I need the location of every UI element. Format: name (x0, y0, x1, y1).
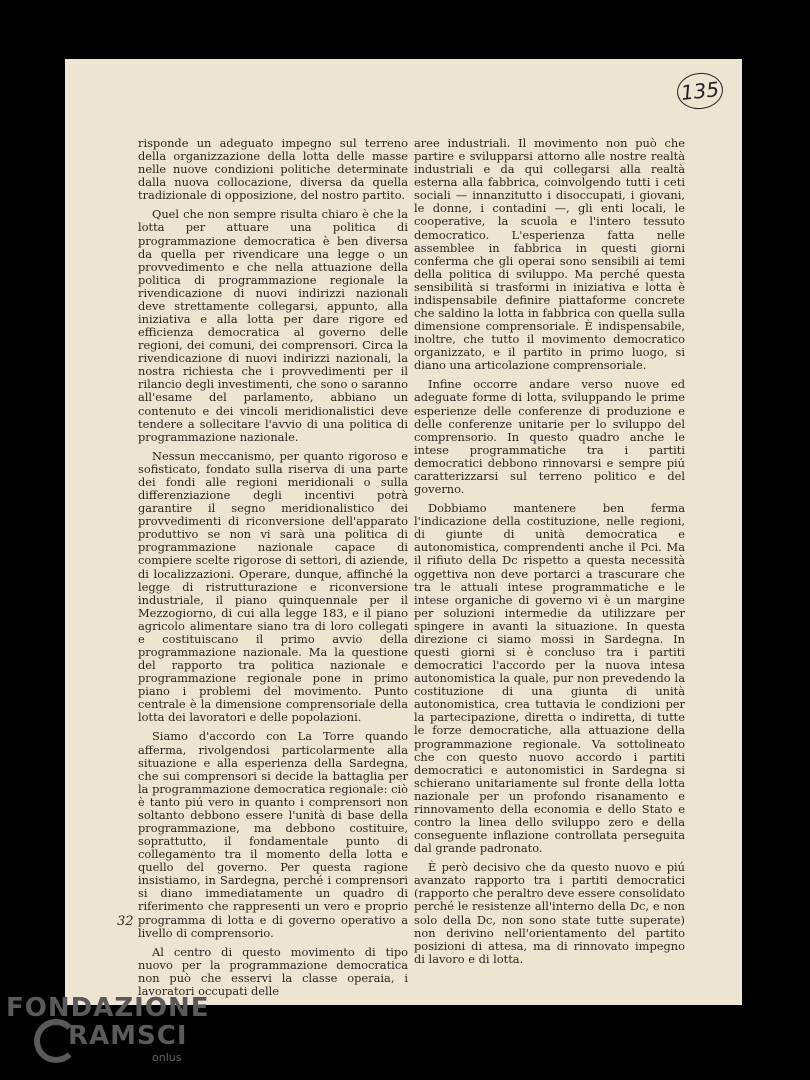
paragraph: Quel che non sempre risulta chiaro è che la lotta per attuare una politica di programmazione democratica è ben diversa da quella per rivendicare una legge o un provvedimento e che nella attuazione della politica di programmazione regionale la rivendicazione di nuovi indirizzi nazionali deve strettamente collegarsi, appunto, alla iniziativa e alla lotta per dare rigore ed efficienza democratica al governo delle regioni, dei comuni, dei comprensori. Circa la rivendicazione di nuovi indirizzi nazionali, la nostra richiesta che i provvedimenti per il rilancio degli investimenti, che sono o saranno all'esame del parlamento, abbiano un contenuto e dei vincoli meridionalistici deve tendere a sollecitare l'avvio di una politica di programmazione nazionale. (138, 207, 408, 444)
paragraph: Siamo d'accordo con La Torre quando afferma, rivolgendosi particolarmente alla situazione e alla esperienza della Sardegna, che sui comprensori si decide la battaglia per la programmazione democratica regionale: ciò è tanto piú vero in quanto i comprensori non soltanto debbono essere l'unità di base della programmazione, ma debbono costituire, soprattutto, il fondamentale punto di collegamento tra il momento della lotta e quello del governo. Per questa ragione insistiamo, in Sardegna, perché i comprensori si diano immediatamente un quadro di riferimento che rappresenti un vero e proprio programma di lotta e di governo operativo a livello di comprensorio. (138, 729, 408, 940)
logo-line-1: FONDAZIONE (6, 993, 210, 1023)
paragraph: È però decisivo che da questo nuovo e piú avanzato rapporto tra i partiti democratici (rapporto che peraltro deve essere consolidato perché le resistenze all'interno della Dc, e non solo della Dc, non sono state tutte superate) non derivino nell'orientamento del partito posizioni di attesa, ma di rinnovato impegno di lavoro e di lotta. (414, 860, 686, 966)
paragraph: Al centro di questo movimento di tipo nuovo per la programmazione democratica non può che esservi la classe operaia, i lavoratori occupati delle (138, 944, 408, 998)
fondazione-gramsci-logo (6, 993, 210, 1073)
paragraph: Dobbiamo mantenere ben ferma l'indicazione della costituzione, nelle regioni, di giunte di unità democratica e autonomistica, comprendenti anche il Pci. Ma il rifiuto della Dc rispetto a questa necessità oggettiva non deve portarci a trascurare che tra le attuali intese programmatiche e le intese organiche di governo vi è un margine per soluzioni intermedie da utilizzare per spingere in avanti la situazione. In questa direzione ci siamo mossi in Sardegna. In questi giorni si è concluso tra i partiti democratici l'accordo per la nuova intesa autonomistica la quale, pur non prevedendo la costituzione di una giunta di unità autonomistica, crea tuttavia le condizioni per la partecipazione, diretta o indiretta, di tutte le forze democratiche, alla attuazione della programmazione regionale. Va sottolineato che con questo nuovo accordo i partiti democratici e autonomistici in Sardegna si schierano unitariamente sul fronte della lotta nazionale per un profondo risanamento e rinnovamento della economia e dello Stato e contro la linea dello sviluppo zero e della conseguente inflazione controllata perseguita dal grande padronato. (414, 501, 685, 856)
left-column (138, 137, 408, 1004)
paragraph: Infine occorre andare verso nuove ed adeguate forme di lotta, sviluppando le prime esperienze delle conferenze di produzione e delle conferenze unitarie per lo sviluppo del comprensorio. In questo quadro anche le intese programmatiche tra i partiti democratici debbono rinnovarsi e sempre piú caratterizzarsi sul terreno politico e del governo. (414, 377, 685, 497)
right-column (414, 137, 685, 972)
logo-line-2: RAMSCI (68, 1021, 188, 1051)
paragraph: risponde un adeguato impegno sul terreno della organizzazione della lotta delle masse nelle nuove condizioni politiche determinate dalla nuova collocazione, diversa da quella tradizionale di opposizione, del nostro partito. (138, 136, 408, 203)
page-number: 32 (117, 914, 134, 929)
paragraph: Nessun meccanismo, per quanto rigoroso e sofisticato, fondato sulla riserva di una parte dei fondi alle regioni meridionali o sulla differenziazione degli incentivi potrà garantire il segno meridionalistico dei provvedimenti di riconversione dell'apparato produttivo se non vi sarà una politica di programmazione nazionale capace di compiere scelte rigorose di settori, di aziende, di localizzazioni. Operare, dunque, affinché la legge di ristrutturazione e riconversione industriale, il piano quinquennale per il Mezzogiorno, di cui alla legge 183, e il piano agricolo alimentare siano tra di loro collegati e costituiscano il primo avvio della programmazione nazionale. Ma la questione del rapporto tra politica nazionale e programmazione regionale pone in primo piano i problemi del movimento. Punto centrale è la dimensione comprensoriale della lotta dei lavoratori e delle popolazioni. (138, 448, 408, 725)
document-page (65, 59, 742, 1005)
handwritten-page-annotation: 135 (675, 71, 725, 112)
logo-suffix: onlus (152, 1051, 182, 1064)
paragraph: aree industriali. Il movimento non può che partire e svilupparsi attorno alle nostre realtà industriali e da qui collegarsi alla realtà esterna alla fabbrica, coinvolgendo tutti i ceti sociali — innanzitutto i disoccupati, i giovani, le donne, i contadini —, gli enti locali, le cooperative, la scuola e l'intero tessuto democratico. L'esperienza fatta nelle assemblee in fabbrica in questi giorni conferma che gli operai sono sensibili ai temi della politica di sviluppo. Ma perché questa sensibilità si trasformi in iniziativa e lotta è indispensabile definire piattaforme concrete che saldino la lotta in fabbrica con quella sulla dimensione comprensoriale. È indispensabile, inoltre, che tutto il movimento democratico organizzato, e il partito in primo luogo, si diano una articolazione comprensoriale. (414, 136, 685, 373)
